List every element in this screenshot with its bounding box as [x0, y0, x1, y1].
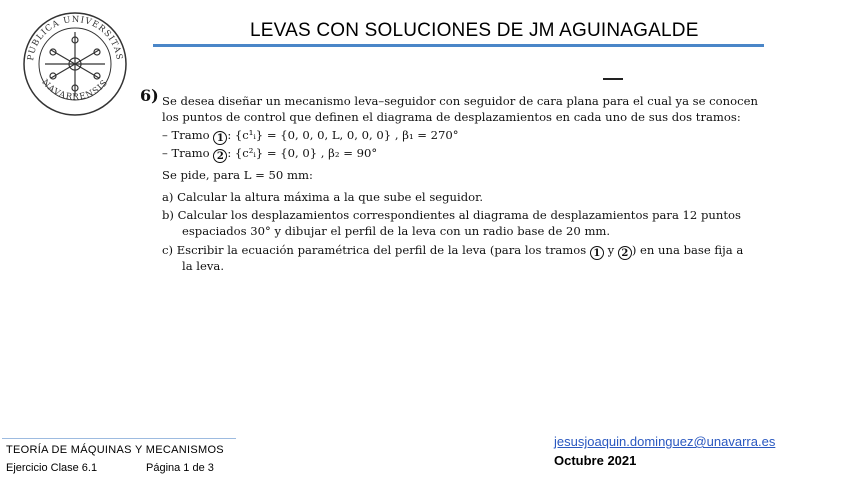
- page-title: LEVAS CON SOLUCIONES DE JM AGUINAGALDE: [250, 20, 699, 41]
- tramo-2-prefix: – Tramo: [162, 146, 210, 160]
- se-pide-line: Se pide, para L = 50 mm:: [162, 168, 313, 182]
- problem-number: 6): [140, 86, 159, 105]
- footer-rule: [2, 438, 236, 439]
- tramo-1-formula: : {c¹ᵢ} = {0, 0, 0, L, 0, 0, 0} , β₁ = 270°: [227, 128, 459, 142]
- item-c-text-y: y: [607, 243, 615, 257]
- tramo-2-formula: : {c²ᵢ} = {0, 0} , β₂ = 90°: [227, 146, 378, 160]
- footer-page-number: Página 1 de 3: [146, 462, 214, 474]
- dash-mark: [603, 78, 623, 80]
- item-c-circled-2: 2: [618, 246, 632, 260]
- tramo-2-line: [162, 146, 377, 163]
- tramo-1-line: [162, 128, 459, 145]
- title-underline: [153, 44, 764, 47]
- footer-date: Octubre 2021: [554, 453, 637, 468]
- tramo-2-circled-number: 2: [213, 149, 227, 163]
- item-c-circled-1: 1: [590, 246, 604, 260]
- intro-line-1: Se desea diseñar un mecanismo leva–seguidor con seguidor de cara plana para el cual ya se conocen: [162, 94, 758, 108]
- tramo-1-circled-number: 1: [213, 131, 227, 145]
- item-c-line-2: la leva.: [182, 259, 225, 273]
- footer-exercise: Ejercicio Clase 6.1: [6, 462, 98, 474]
- intro-line-2: los puntos de control que definen el diagrama de desplazamientos en cada uno de sus dos tramos:: [162, 110, 741, 124]
- item-c-line-1: [162, 243, 743, 260]
- university-seal-logo: [21, 10, 129, 118]
- item-b-line-1: b) Calcular los desplazamientos correspondientes al diagrama de desplazamientos para 12 puntos: [162, 208, 741, 222]
- author-email-link[interactable]: jesusjoaquin.dominguez@unavarra.es: [554, 434, 776, 449]
- item-a: a) Calcular la altura máxima a la que sube el seguidor.: [162, 190, 484, 204]
- footer-course-name: TEORÍA DE MÁQUINAS Y MECANISMOS: [6, 444, 224, 456]
- item-b-line-2: espaciados 30° y dibujar el perfil de la leva con un radio base de 20 mm.: [182, 224, 611, 238]
- item-c-text-a: c) Escribir la ecuación paramétrica del perfil de la leva (para los tramos: [162, 243, 587, 257]
- svg-text:PUBLICA UNIVERSITAS: PUBLICA UNIVERSITAS: [26, 14, 124, 62]
- svg-text:NAVARRENSIS: NAVARRENSIS: [39, 77, 111, 103]
- tramo-1-prefix: – Tramo: [162, 128, 210, 142]
- item-c-text-b: ) en una base fija a: [631, 243, 744, 257]
